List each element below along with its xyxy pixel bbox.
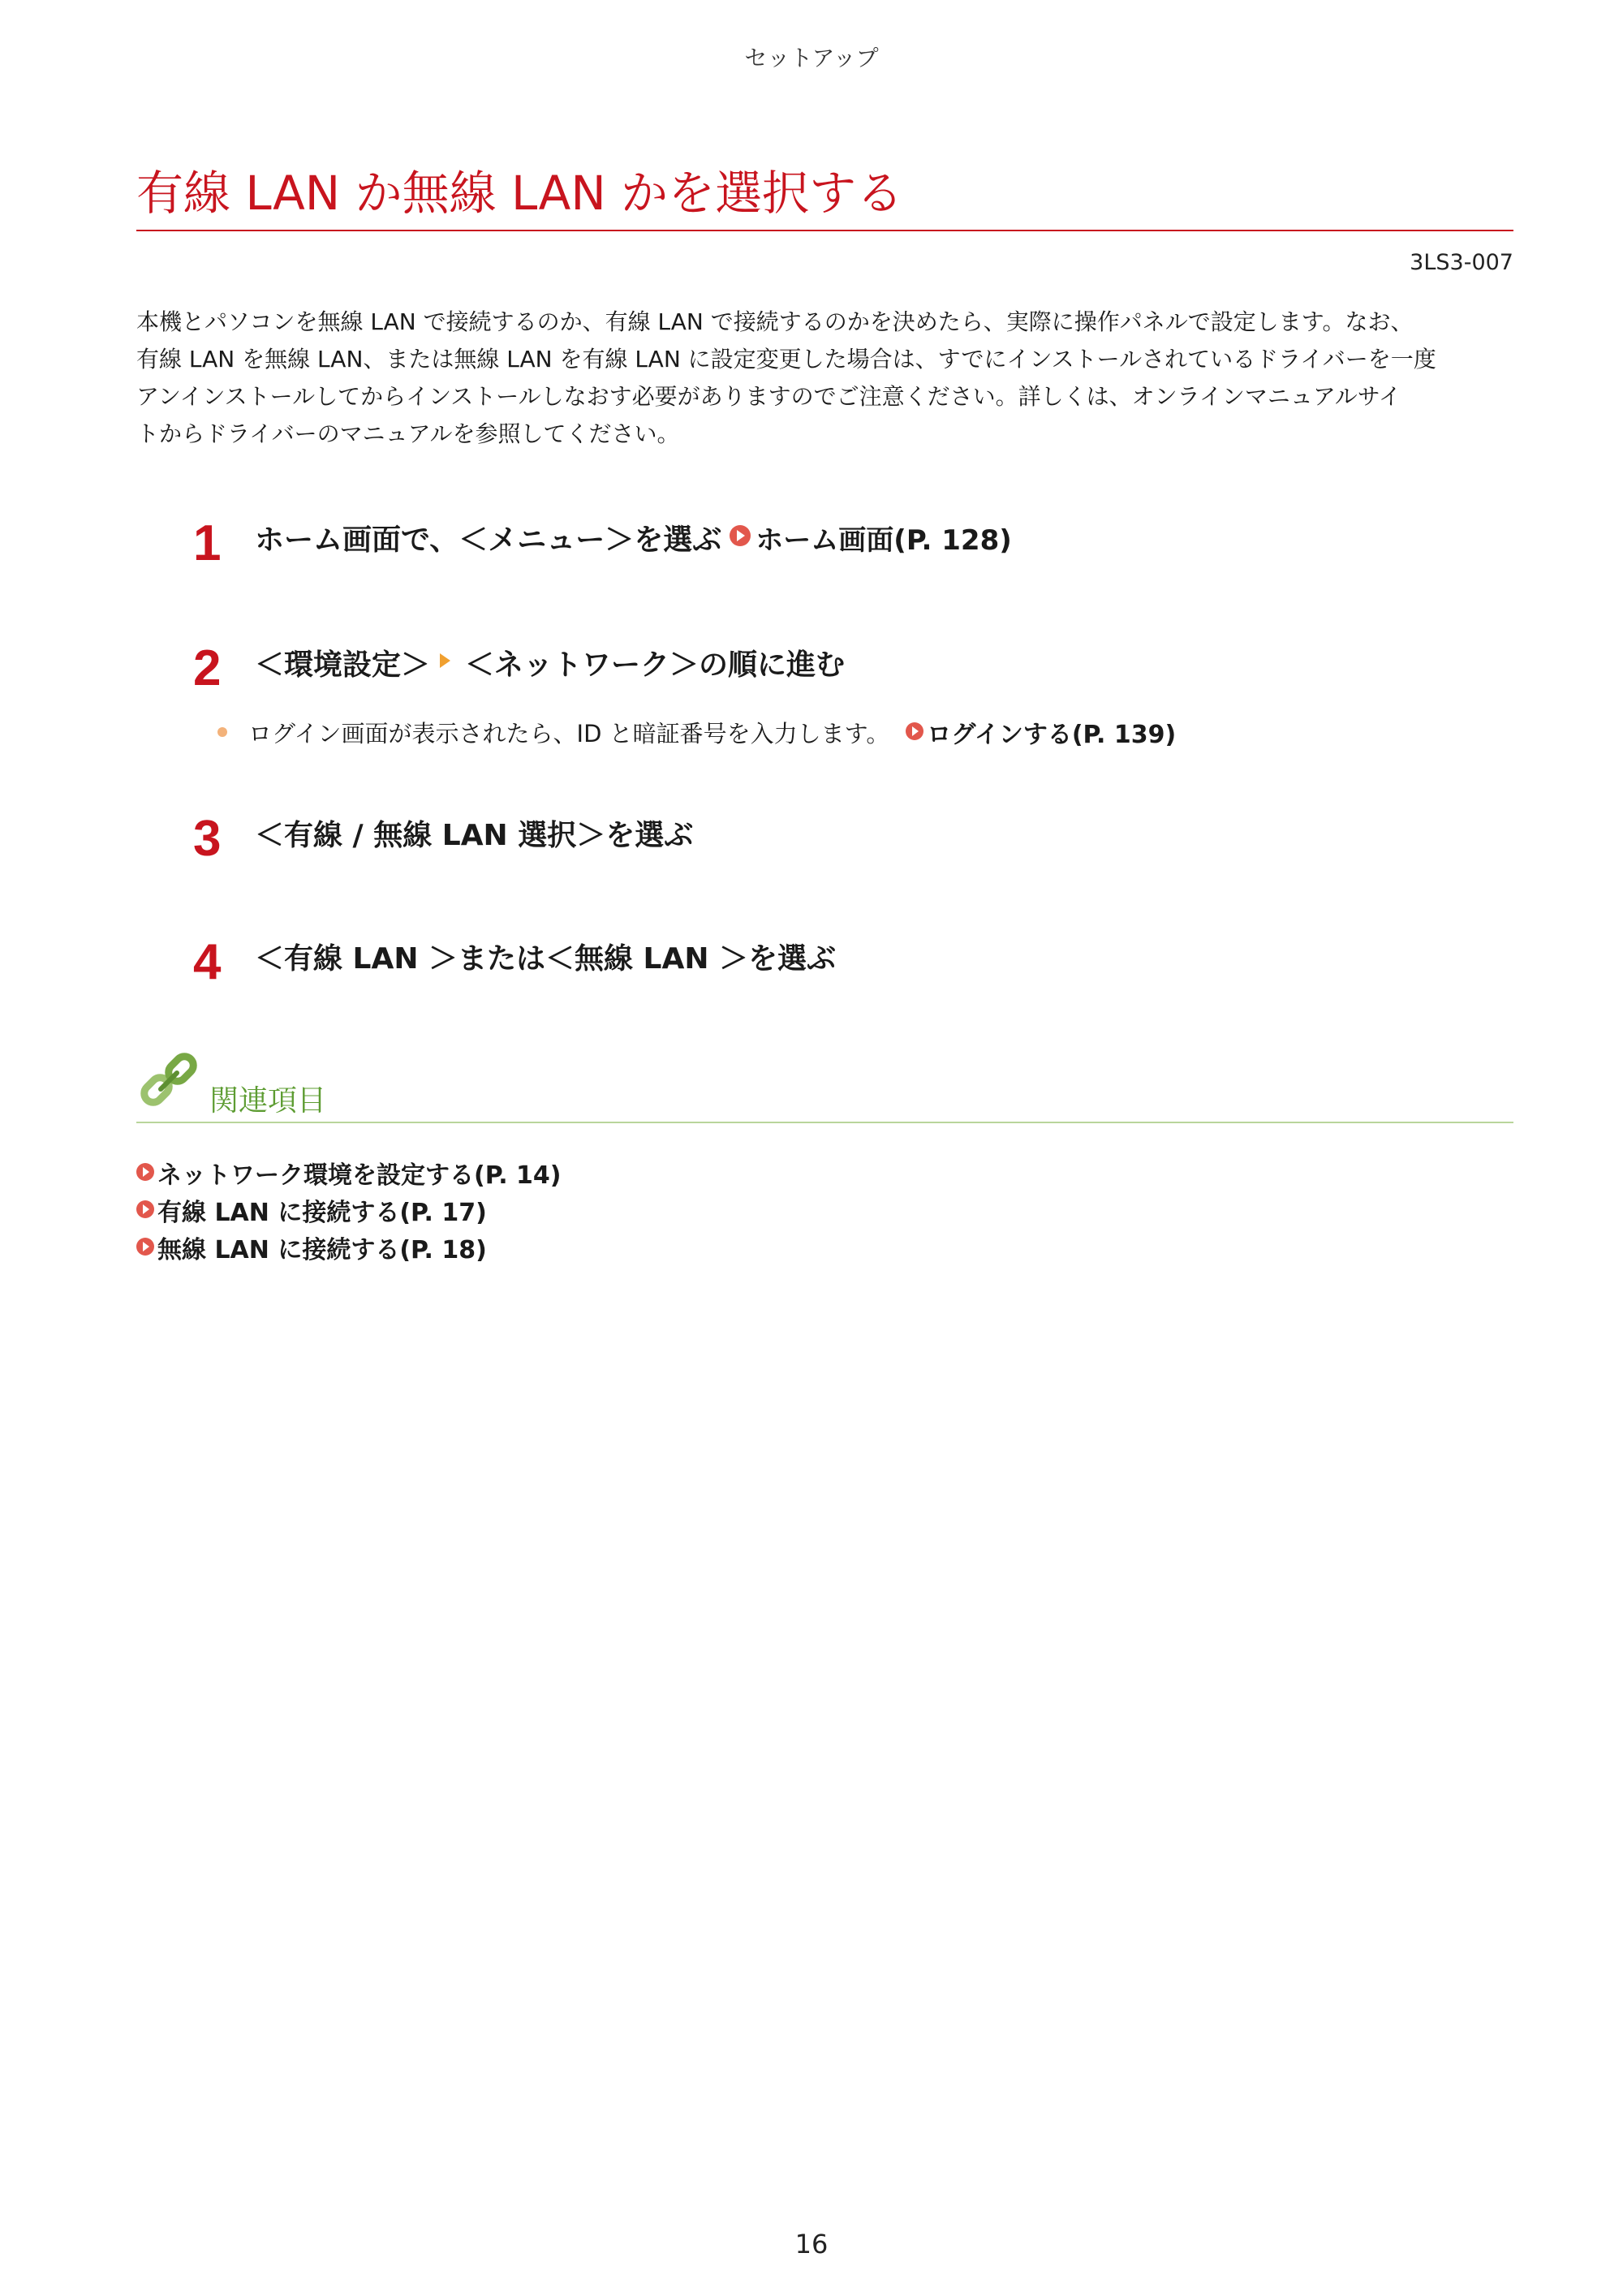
link-login[interactable]: ログインする(P. 139) (927, 721, 1177, 749)
related-items-title: 関連項目 (209, 1084, 327, 1118)
related-divider (136, 1122, 1513, 1123)
related-item-text[interactable]: 有線 LAN に接続する(P. 17) (157, 1199, 487, 1227)
page-header-section: セットアップ (744, 45, 879, 71)
related-link-wireless-lan[interactable] (136, 1229, 562, 1266)
related-link-network-env[interactable] (136, 1154, 562, 1191)
play-circle-icon[interactable] (136, 1200, 154, 1218)
step-2 (193, 630, 845, 695)
related-item-text[interactable]: ネットワーク環境を設定する(P. 14) (157, 1161, 562, 1190)
document-code: 3LS3-007 (1410, 250, 1513, 275)
play-circle-icon[interactable] (906, 722, 923, 740)
step-text: ＜有線 / 無線 LAN 選択＞を選ぶ (255, 818, 694, 852)
play-circle-icon[interactable] (136, 1163, 154, 1181)
step-4 (193, 924, 836, 989)
step-number: 3 (193, 811, 222, 867)
step-2-note (217, 714, 1176, 750)
step-text-b: ＜ネットワーク＞の順に進む (465, 648, 846, 682)
step-number: 4 (193, 934, 222, 990)
intro-paragraph: 本機とパソコンを無線 LAN で接続するのか、有線 LAN で接続するのかを決めたら、実際に操作パネルで設定します。なお、 有線 LAN を無線 LAN、または無線 LAN を有線 LAN に設定変更した場合は、すでにインストールされているドライバーを一度 アンインストールしてからインストールしなおす必要がありますのでご注意ください。詳しくは、オンラインマニュアルサイ トからドライバーのマニュアルを参照してください。 (136, 308, 1436, 447)
related-list (136, 1154, 562, 1266)
play-circle-icon[interactable] (730, 525, 751, 546)
page-title: 有線 LAN か無線 LAN かを選択する (136, 166, 904, 221)
related-item-text[interactable]: 無線 LAN に接続する(P. 18) (157, 1236, 487, 1264)
step-number: 1 (193, 515, 222, 571)
page-number: 16 (794, 2229, 829, 2259)
note-text: ログイン画面が表示されたら、ID と暗証番号を入力します。 (248, 719, 890, 747)
step-1 (193, 505, 1012, 570)
related-link-wired-lan[interactable] (136, 1191, 562, 1229)
step-text: ホーム画面で、＜メニュー＞を選ぶ (255, 523, 722, 557)
link-home-screen[interactable]: ホーム画面(P. 128) (756, 523, 1012, 557)
triangle-right-icon (440, 653, 450, 668)
bullet-dot-icon (217, 727, 227, 737)
step-text: ＜有線 LAN ＞または＜無線 LAN ＞を選ぶ (255, 941, 836, 976)
step-3 (193, 800, 693, 865)
chain-link-icon (136, 1049, 204, 1117)
play-circle-icon[interactable] (136, 1238, 154, 1256)
title-divider (136, 230, 1513, 231)
step-number: 2 (193, 640, 222, 696)
step-text-a: ＜環境設定＞ (255, 648, 431, 682)
